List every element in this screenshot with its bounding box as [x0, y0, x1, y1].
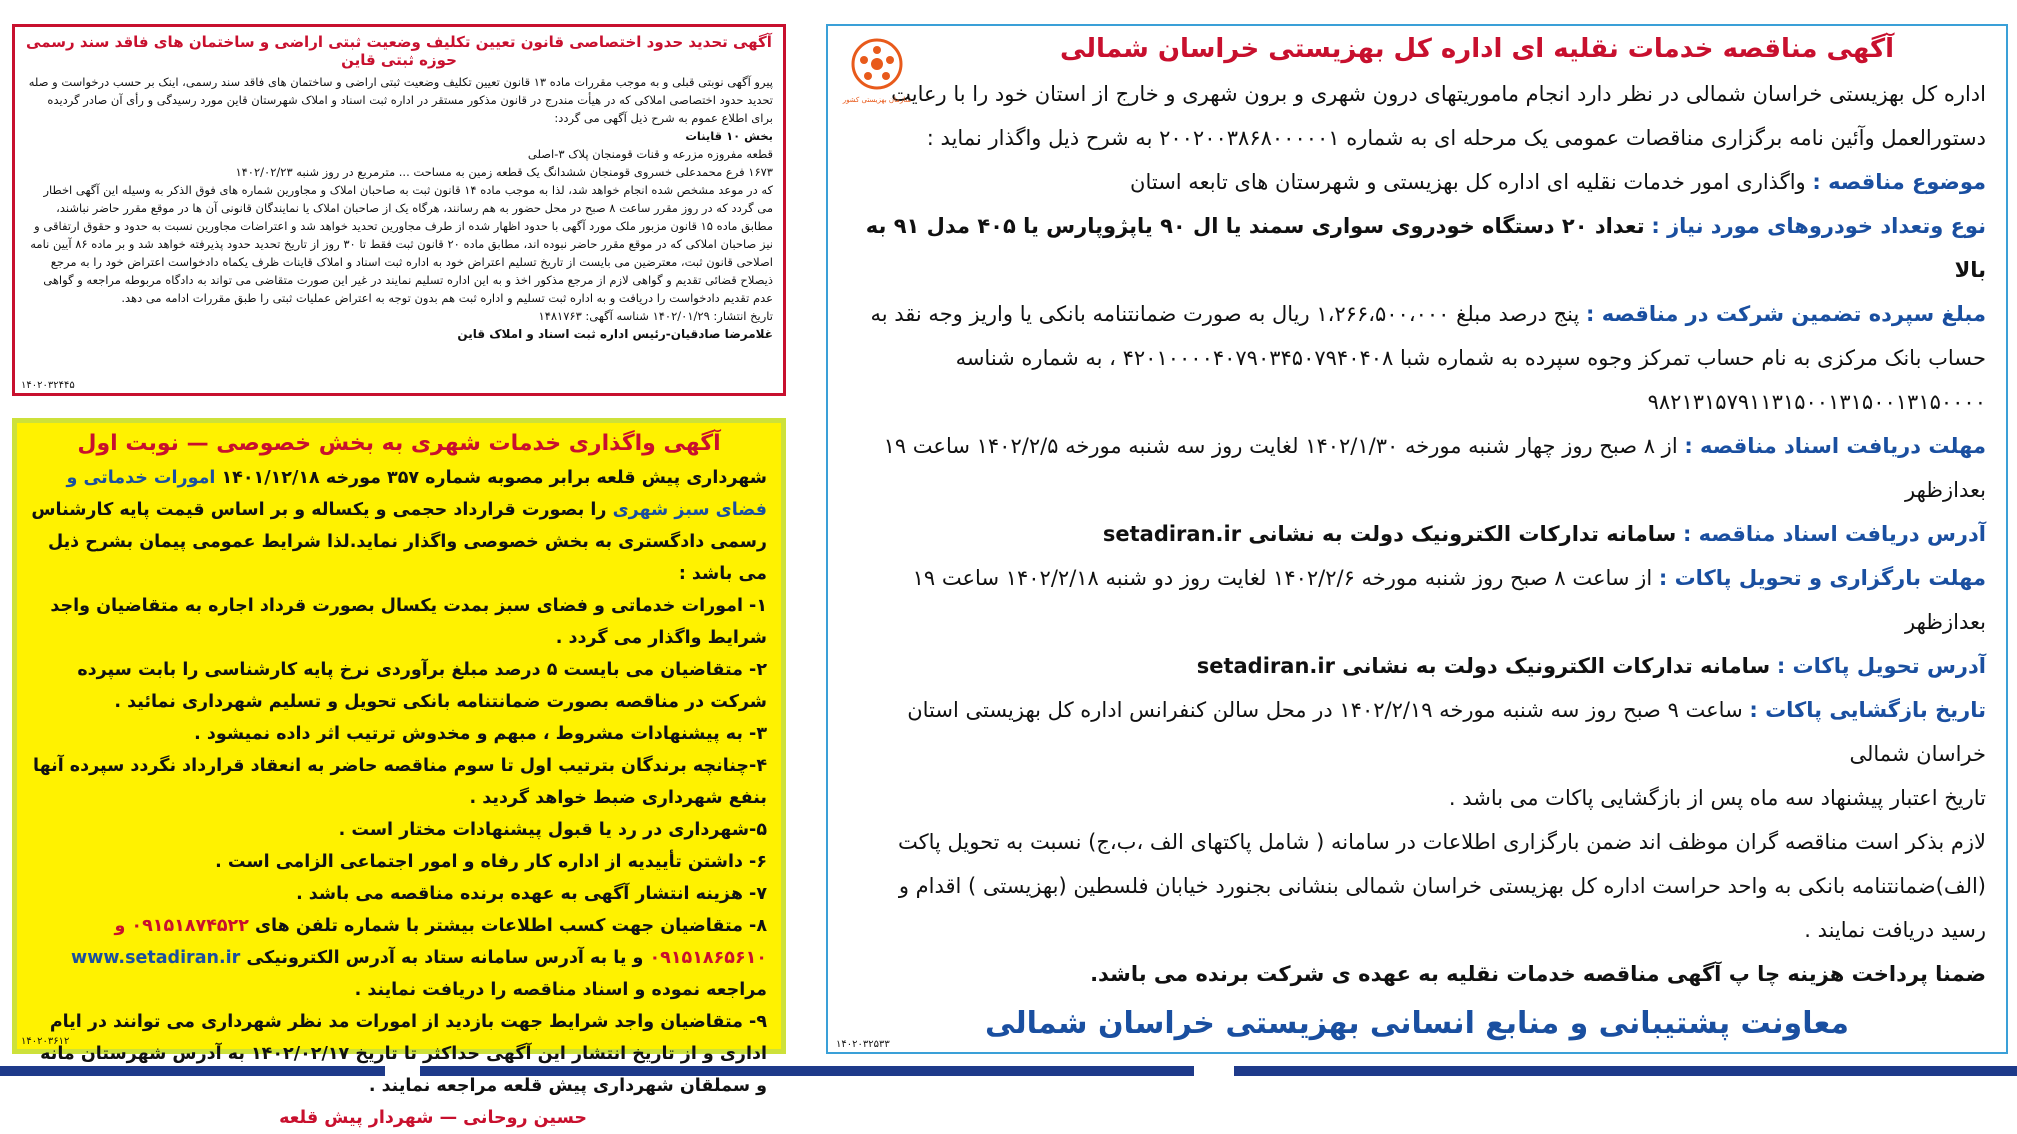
- tender-row-doc-address-text[interactable]: سامانه تدارکات الکترونیک دولت به نشانی setadiran.ir: [1102, 522, 1677, 546]
- land-notice-intro: پیرو آگهی نوبتی قبلی و به موجب مقررات ماده ۱۳ قانون تعیین تکلیف وضعیت ثبتی اراضی و ساختمان های فاقد سند رسمی، اینک بر حسب درخواست و صله تحدید حدود اختصاصی املاکی که در هیأت مندرج در قانون مذکور مستقر در اداره ثبت اسناد و املاک شهرستان قاین مورد رسیدگی و رأی آن صادر گردیده برای اطلاع عموم به شرح ذیل آگهی می گردد:: [28, 75, 773, 125]
- tender-row-vehicles-label: نوع وتعداد خودروهای مورد نیاز :: [1651, 214, 1986, 238]
- municipal-notice-title: آگهی واگذاری خدمات شهری به بخش خصوصی — نوبت اول: [77, 431, 721, 456]
- land-notice-signature: غلامرضا صادقیان-رئیس اداره ثبت اسناد و املاک قاین: [457, 327, 773, 341]
- municipal-item-1: ۱- امورات خدماتی و فضای سبز بمدت یکسال بصورت قرداد اجاره به متقاضیان واجد شرایط واگذار می گردد .: [50, 596, 767, 648]
- tender-notice-title: آگهی مناقصه خدمات نقلیه ای اداره کل بهزیستی خراسان شمالی: [1059, 34, 1895, 64]
- tender-intro: اداره کل بهزیستی خراسان شمالی در نظر دارد انجام ماموریتهای درون شهری و برون شهری و خارج از استان خود را با رعایت دستورالعمل وآئین نامه برگزاری مناقصات عمومی یک مرحله ای به شماره ۲۰۰۲۰۰۳۸۶۸۰۰۰۰۰۱ به شرح ذیل واگذار نماید :: [891, 82, 1986, 150]
- municipal-item-2: ۲- متقاضیان می بایست ۵ درصد مبلغ برآوردی نرخ پایه کارشناسی را بابت سپرده شرکت در مناقصه بصورت ضمانتنامه بانکی تحویل و تسلیم شهرداری نمائید .: [77, 660, 767, 712]
- land-notice-title: آگهی تحدید حدود اختصاصی قانون تعیین تکلیف وضعیت ثبتی اراضی و ساختمان های فاقد سند رسمی حوزه ثبتی قاین: [26, 33, 772, 69]
- tender-row-opening-label: تاریخ بازگشایی پاکات :: [1749, 698, 1986, 722]
- land-notice-body: که در موعد مشخص شده انجام خواهد شد، لذا به موجب ماده ۱۴ قانون ثبت به صاحبان املاک و مجاورین شماره های فوق الذکر به وسیله این آگهی اخطار می گردد که در روز مقرر ساعت ۸ صبح در محل حضور به هم رسانند، هرگاه یک از صاحبان املاک یا نمایندگان قانونی آن ها در موقع مقرر حاضر نباشند، مطابق ماده ۱۵ قانون مزبور ملک مورد آگهی با حدود اظهار شده از طرف مجاورین تحدید خواهد شد و اعتراضات مجاورین نسبت به حدود و حقوق ارتفاقی و نیز صاحبان املاکی که در موقع مقرر حاضر نبوده اند، مطابق ماده ۲۰ قانون ثبت فقط تا ۳۰ روز از تاریخ تحدید حدود پذیرفته خواهد شد و بر ماده ۸۶ آیین نامه اصلاحی قانون ثبت، معترضین می بایست از تاریخ تسلیم اعتراض خود به اداره ثبت اسناد و املاک قاینات ظرف یکماه دادخواست اعتراض خود را به مرجع ذیصلاح قضائی تقدیم و گواهی لازم از مرجع مذکور اخذ و به این اداره تسلیم نمایند در غیر این صورت متقاضی می تواند به دادگاه مربوطه مراجعه و گواهی عدم تقدیم دادخواست را دریافت و به اداره ثبت تسلیم و اداره ثبت هم بدون توجه به اعتراض عملیات ثبتی را طبق مقررات ادامه می دهد.: [30, 183, 773, 305]
- tender-row-deposit-label: مبلغ سپرده تضمین شرکت در مناقصه :: [1585, 302, 1986, 326]
- tender-row-deposit-text: پنج درصد مبلغ ۱،۲۶۶،۵۰۰،۰۰۰ ریال به صورت ضمانتنامه بانکی یا واریز وجه نقد به حساب بانک مرکزی به نام حساب تمرکز وجوه سپرده به شماره شبا ۴۲۰۱۰۰۰۰۴۰۷۹۰۳۴۵۰۷۹۴۰۴۰۸ ، به شماره شناسه ۹۸۲۱۳۱۵۷۹۱۱۳۱۵۰۰۱۳۱۵۰۰۱۳۱۵۰۰۰۰: [870, 302, 1986, 414]
- tender-cost: ضمنا پرداخت هزینه چا پ آگهی مناقصه خدمات نقلیه به عهده ی شرکت برنده می باشد.: [1090, 962, 1986, 986]
- tender-row-opening-text: ساعت ۹ صبح روز سه شنبه مورخه ۱۴۰۲/۲/۱۹ در محل سالن کنفرانس اداره کل بهزیستی استان خراسان شمالی: [907, 698, 1986, 766]
- tender-row-doc-deadline-text: از ۸ صبح روز چهار شنبه مورخه ۱۴۰۲/۱/۳۰ لغایت روز سه شنبه مورخه ۱۴۰۲/۲/۵ ساعت ۱۹ بعدازظهر: [883, 434, 1986, 502]
- tender-row-doc-address: [848, 512, 1986, 556]
- land-registry-notice: [12, 24, 786, 396]
- tender-row-upload-deadline-text: از ساعت ۸ صبح روز شنبه مورخه ۱۴۰۲/۲/۶ لغایت روز دو شنبه ۱۴۰۲/۲/۱۸ ساعت ۱۹ بعدازظهر: [912, 566, 1986, 634]
- municipal-item-4: ۴-چنانچه برندگان بترتیب اول تا سوم مناقصه حاضر به انعقاد قرارداد نگردد سپرده آنها بنفع شهرداری ضبط خواهد گردید .: [33, 756, 767, 808]
- municipal-item-3: ۳- به پیشنهادات مشروط ، مبهم و مخدوش ترتیب اثر داده نمیشود .: [194, 724, 767, 744]
- tender-row-deposit: [848, 292, 1986, 424]
- tender-row-subject-label: موضوع مناقصه :: [1812, 170, 1986, 194]
- tender-notice: [826, 24, 2008, 1054]
- tender-note: لازم بذکر است مناقصه گران موظف اند ضمن بارگزاری اطلاعات در سامانه ( شامل پاکتهای الف ،ب،ج) نسبت به تحویل پاکت (الف)ضمانتنامه بانکی به واحد حراست اداره کل بهزیستی خراسان شمالی بنشانی بجنورد خیابان فلسطین (بهزیستی ) اقدام و رسید دریافت نمایند .: [897, 830, 1986, 942]
- tender-row-subject: [848, 160, 1986, 204]
- land-notice-code: ۱۴۰۲۰۳۲۴۴۵: [21, 380, 75, 391]
- municipal-item8-c: مراجعه نموده و اسناد مناقصه را دریافت نمایند .: [354, 980, 767, 1000]
- tender-row-doc-deadline: [848, 424, 1986, 512]
- tender-footer: معاونت پشتیبانی و منابع انسانی بهزیستی خراسان شمالی: [985, 1006, 1849, 1041]
- tender-notice-code: ۱۴۰۲۰۳۲۵۳۳: [836, 1039, 890, 1050]
- municipal-item-8: [31, 910, 767, 1006]
- municipal-intro-part1: شهرداری پیش قلعه برابر مصوبه شماره ۳۵۷ مورخه ۱۴۰۱/۱۲/۱۸: [221, 468, 767, 488]
- welfare-logo-icon: [842, 34, 912, 134]
- municipal-notice-intro: [31, 462, 767, 590]
- municipal-item8-a: ۸- متقاضیان جهت کسب اطلاعات بیشتر با شماره تلفن های: [255, 916, 767, 936]
- tender-validity: تاریخ اعتبار پیشنهاد سه ماه پس از بازگشایی پاکات می باشد .: [1448, 786, 1986, 810]
- tender-row-upload-deadline-label: مهلت بارگزاری و تحویل پاکات :: [1658, 566, 1986, 590]
- municipal-intro-highlight: امورات خدماتی و فضای سبز شهری: [66, 468, 767, 520]
- municipal-services-notice: [12, 418, 786, 1128]
- land-notice-section: بخش ۱۰ قاینات: [685, 129, 773, 143]
- municipal-item-6: ۶- داشتن تأییدیه از اداره کار رفاه و امور اجتماعی الزامی است .: [215, 852, 767, 872]
- tender-row-vehicles: [848, 204, 1986, 292]
- tender-row-delivery-address-text[interactable]: سامانه تدارکات الکترونیک دولت به نشانی setadiran.ir: [1196, 654, 1771, 678]
- municipal-website-link[interactable]: www.setadiran.ir: [71, 948, 241, 968]
- tender-row-delivery-address: [848, 644, 1986, 688]
- tender-row-doc-deadline-label: مهلت دریافت اسناد مناقصه :: [1684, 434, 1986, 458]
- logo-caption: سازمان بهزیستی کشور: [842, 96, 912, 104]
- municipal-notice-code: ۱۴۰۲۰۳۶۱۲: [21, 1036, 70, 1047]
- land-notice-record: ۱۶۷۳ فرع محمدعلی خسروی قومنجان ششدانگ یک قطعه زمین به مساحت ... مترمربع در روز شنبه ۱۴۰۲/۰۲/۲۳: [235, 165, 773, 179]
- tender-row-delivery-address-label: آدرس تحویل پاکات :: [1776, 654, 1986, 678]
- divider-bar-right: [1234, 1066, 2017, 1076]
- tender-row-vehicles-text: تعداد ۲۰ دستگاه خودروی سواری سمند یا ال ۹۰ یاپژوپارس یا ۴۰۵ مدل ۹۱ به بالا: [865, 214, 1986, 282]
- municipal-item-7: ۷- هزینه انتشار آگهی به عهده برنده مناقصه می باشد .: [296, 884, 767, 904]
- tender-row-doc-address-label: آدرس دریافت اسناد مناقصه :: [1682, 522, 1986, 546]
- land-notice-date: تاریخ انتشار: ۱۴۰۲/۰۱/۲۹ شناسه آگهی: ۱۴۸۱۷۶۳: [538, 309, 773, 323]
- municipal-phones: ۰۹۱۵۱۸۷۴۵۲۲ و ۰۹۱۵۱۸۶۵۶۱۰: [114, 916, 767, 968]
- tender-row-subject-text: واگذاری امور خدمات نقلیه ای اداره کل بهزیستی و شهرستان های تابعه استان: [1130, 170, 1806, 194]
- municipal-item-9: ۹- متقاضیان واجد شرایط جهت بازدید از امورات مد نظر شهرداری می توانند در ایام اداری و از تاریخ انتشار این آگهی حداکثر تا تاریخ ۱۴۰۲/۰۲/۱۷ به آدرس شهرستان مانه و سملقان شهرداری پیش قلعه مراجعه نمایند .: [40, 1012, 767, 1096]
- divider-bar-middle: [420, 1066, 1194, 1076]
- municipal-intro-part2: را بصورت قرارداد حجمی و یکساله و بر اساس قیمت پایه کارشناس رسمی دادگستری به بخش خصوصی واگذار نماید.لذا شرایط عمومی پیمان بشرح ذیل می باشد :: [31, 500, 767, 584]
- municipal-signature: حسین روحانی — شهردار پیش قلعه: [279, 1108, 587, 1128]
- tender-row-upload-deadline: [848, 556, 1986, 644]
- land-notice-plot: قطعه مفروزه مزرعه و قنات قومنجان پلاک ۳-اصلی: [527, 147, 773, 161]
- tender-row-opening: [848, 688, 1986, 776]
- municipal-item8-b: و یا به آدرس سامانه ستاد به آدرس الکترونیکی: [246, 948, 644, 968]
- divider-bar-left: [0, 1066, 385, 1076]
- municipal-item-5: ۵-شهرداری در رد یا قبول پیشنهادات مختار است .: [338, 820, 767, 840]
